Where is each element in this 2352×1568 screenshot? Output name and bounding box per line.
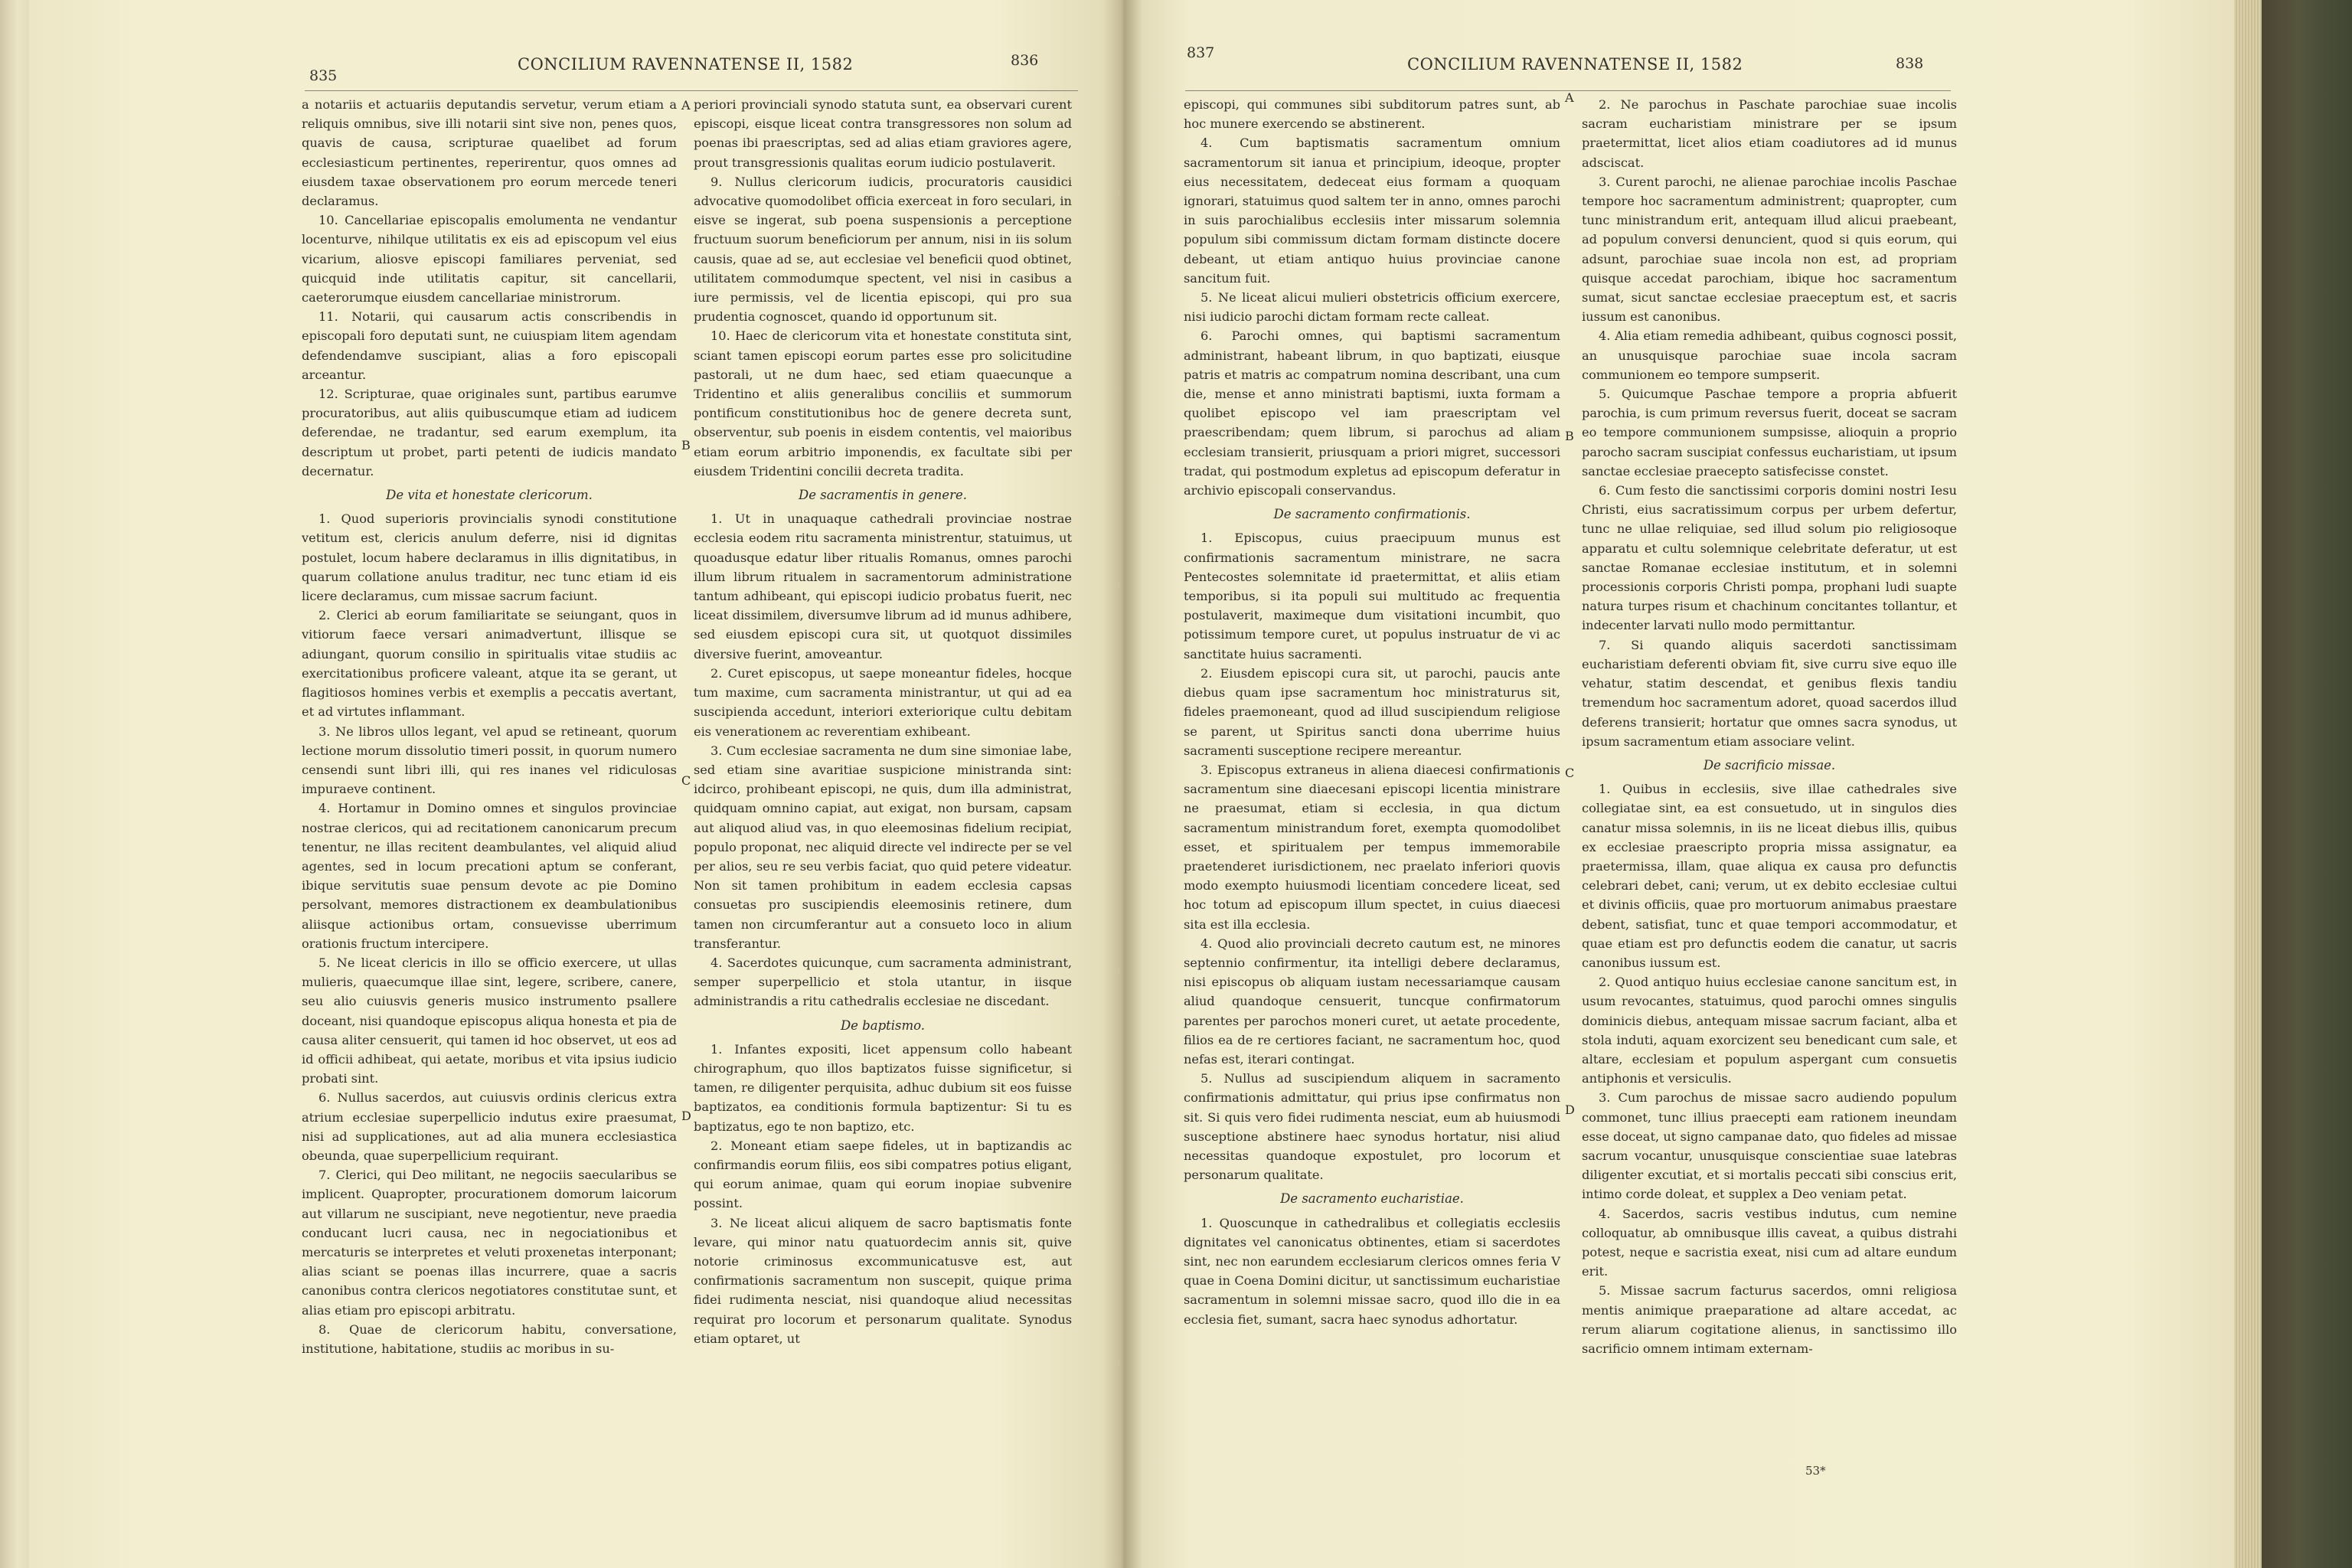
- left-page: [29, 0, 1124, 1568]
- paragraph: 1. Quoscunque in cathedralibus et collegiatis ecclesiis dignitates vel canonicatus obtinentes, etiam si sacerdotes sint, nec non earundem ecclesiarum clericos omnes feria V quae in Coena Domini dicitur, ut sanctissimum eucharistiae sacramentum in solemni missae sacro, quod illo die in ea ecclesia fiet, sumant, sacra haec synodus adhortatur.: [1184, 1215, 1560, 1327]
- paragraph: 3. Ne liceat alicui aliquem de sacro baptismatis fonte levare, qui minor natu quatuordecim annis sit, quive notorie criminosus excommunicatusve est, aut confirmationis sacramentum non suscepit, quique prima fidei rudimenta nesciat, nisi quandoque aliud necessitas requirat pro locorum et personarum qualitate. Synodus etiam optaret, ut: [694, 1215, 1072, 1346]
- paragraph: 2. Ne parochus in Paschate parochiae suae incolis sacram eucharistiam ministrare per se ipsum praetermittat, licet alios etiam coadiutores ad id munus adsciscat.: [1582, 97, 1957, 170]
- book-fore-edge-left: [0, 0, 29, 1568]
- section-heading: De sacramentis in genere.: [799, 488, 967, 503]
- paragraph: 5. Ne liceat alicui mulieri obstetricis officium exercere, nisi iudicio parochi dictam formam recte calleat.: [1184, 290, 1560, 325]
- page-number-837: 837: [1187, 44, 1215, 61]
- paragraph: 3. Cum parochus de missae sacro audiendo populum commonet, tunc illius praecepti eam rationem ineundam esse doceat, ut signo campanae dato, quo fideles ad missae sacrum vocantur, unusquisque conscientiae suae latebras diligenter excutiat, et si mortalis peccati sibi conscius erit, intimo corde doleat, et supplex a Deo veniam petat.: [1582, 1090, 1957, 1202]
- section-marker-a-right: A: [1565, 90, 1574, 105]
- paragraph: 1. Infantes expositi, licet appensum collo habeant chirographum, quo illos baptizatos fuisse significetur, si tamen, re diligenter perquisita, adhuc dubium sit eos fuisse baptizatos, ea conditionis formula baptizentur: Si tu es baptizatus, ego te non baptizo, etc.: [694, 1041, 1072, 1134]
- paragraph: 5. Quicumque Paschae tempore a propria abfuerit parochia, is cum primum reversus fuerit, doceat se sacram eo tempore communionem sumpsisse, alioquin a proprio parocho sacram suscipiat confessus eucharistiam, ut ipsum sanctae ecclesiae praecepto satisfecisse constet.: [1582, 387, 1957, 479]
- paragraph: 4. Alia etiam remedia adhibeant, quibus cognosci possit, an unusquisque parochiae suae incola sacram communionem eo tempore sumpserit.: [1582, 328, 1957, 382]
- paragraph: 1. Quod superioris provincialis synodi constitutione vetitum est, clericis anulum deferre, nisi id dignitas postulet, locum habere declaramus in illis dignitatibus, in quarum collatione anulus traditur, nec tunc etiam id eis licere declaramus, cum missae sacrum faciunt.: [302, 511, 677, 604]
- paragraph: 4. Sacerdos, sacris vestibus indutus, cum nemine colloquatur, ab omnibusque illis caveat, a quibus distrahi potest, neque e sacristia exeat, nisi cum ad altare eundum erit.: [1582, 1206, 1957, 1279]
- section-marker-a: A: [681, 98, 691, 113]
- section-marker-c: C: [681, 773, 691, 788]
- paragraph: a notariis et actuariis deputandis servetur, verum etiam a reliquis omnibus, sive illi notarii sint sive non, penes quos, quavis de causa, scripturae quaelibet ad forum ecclesiasticum pertinentes, reperirentur, quos omnes ad eiusdem taxae observationem pro eorum mercede teneri declaramus.: [302, 97, 677, 209]
- paragraph: 2. Quod antiquo huius ecclesiae canone sancitum est, in usum revocantes, statuimus, quod parochi omnes singulis dominicis diebus, antequam missae sacrum faciant, alba et stola induti, aquam exorcizent seu benedicant cum sale, et altare, ecclesiam et populum aspergant cum consuetis antiphonis et versiculis.: [1582, 975, 1957, 1086]
- right-page-column-2: [1582, 95, 1957, 1358]
- paragraph: 2. Curet episcopus, ut saepe moneantur fideles, hocque tum maxime, cum sacramenta ministrantur, ut qui ad ea suscipienda accedunt, interiori exteriorique cultu debitam eis venerationem ac reverentiam exhibeant.: [694, 665, 1072, 739]
- paragraph: 1. Quibus in ecclesiis, sive illae cathedrales sive collegiatae sint, ea est consuetudo, ut in singulos dies canatur missa solemnis, in iis ne liceat diebus illis, quibus ex ecclesiae praescripto propria missa assignatur, ea praetermissa, illam, quae aliqua ex causa pro defunctis celebrari debet, cani; verum, ut ex debito ecclesiae cultui et divinis officiis, quae pro mortuorum animabus praestare debent, satisfiat, tunc et quae tempori accommodatur, et quae etiam est pro defunctis eodem die canatur, ut sacris canonibus iussum est.: [1582, 782, 1957, 970]
- paragraph: 6. Parochi omnes, qui baptismi sacramentum administrant, habeant librum, in quo baptizati, eiusque patris et matris ac compatrum nomina describant, una cum die, mense et anno ministrati baptismi, iuxta formam a quolibet episcopo vel iam praescriptam vel praescribendam; quem librum, si parochus ad aliam ecclesiam transierit, priusquam a priori migret, successori tradat, qui postmodum expletus ad episcopum deferatur in archivio episcopali conservandus.: [1184, 328, 1560, 498]
- section-marker-c-right: C: [1565, 766, 1575, 780]
- paragraph: 3. Episcopus extraneus in aliena diaecesi confirmationis sacramentum sine diaecesani episcopi licentia ministrare ne praesumat, etiam si ecclesia, in qua dictum sacramentum ministrandum foret, exempta quomodolibet esset, et spiritualem per tempus immemorabile praetenderet iurisdictionem, nec praelato inferiori quovis modo exempto huiusmodi licentiam concedere liceat, sed hoc totum ad episcopum illum spectet, in cuius diaecesi sita est illa ecclesia.: [1184, 762, 1560, 932]
- page-number-838: 838: [1896, 55, 1924, 72]
- paragraph: 10. Haec de clericorum vita et honestate constituta sint, sciant tamen episcopi eorum partes esse pro solicitudine pastorali, ut ne dum haec, sed etiam quaecunque a Tridentino et aliis generalibus conciliis et summorum pontificum constitutionibus hoc de genere decreta sunt, observentur, sub poenis in eisdem contentis, vel maioribus etiam eorum arbitrio imponendis, ex facultate sibi per eiusdem Tridentini concilii decreta tradita.: [694, 328, 1072, 479]
- paragraph: 1. Ut in unaquaque cathedrali provinciae nostrae ecclesia eodem ritu sacramenta ministrentur, statuimus, ut quoadusque edatur liber ritualis Romanus, omnes parochi illum librum ritualem in sacramentorum administratione tantum adhibeant, qui episcopi iudicio probatus fuerit, nec liceat dissimilem, diversumve librum ad id munus adhibere, sed eiusdem episcopi cura sit, ut quotquot dissimiles diversive fuerint, amoveantur.: [694, 511, 1072, 662]
- section-heading: De sacramento confirmationis.: [1273, 507, 1471, 522]
- signature-mark: 53*: [1805, 1464, 1826, 1478]
- paragraph: episcopi, qui communes sibi subditorum patres sunt, ab hoc munere exercendo se abstinerent.: [1184, 97, 1560, 132]
- paragraph: 4. Quod alio provinciali decreto cautum est, ne minores septennio confirmentur, ita intelligi debere declaramus, nisi episcopus ob aliquam iustam necessariamque causam aliud quandoque censuerit, tuncque confirmatorum parentes per parochos moneri curet, ut aetate procedente, filios ea de re certiores faciant, ne sacramentum hoc, quod nefas est, iterari contingat.: [1184, 936, 1560, 1067]
- paragraph: 3. Cum ecclesiae sacramenta ne dum sine simoniae labe, sed etiam sine avaritiae suspicione ministranda sint: idcirco, prohibeant episcopi, ne quis, dum illa administrat, quidquam omnino capiat, aut exigat, non bursam, capsam aut aliquod aliud vas, in quo eleemosinas fidelium recipiat, populo proponat, nec aliquid directe vel indirecte per se vel per alios, seu re seu verbis faciat, quo quid petere videatur. Non sit tamen prohibitum in eadem ecclesia capsas consuetas pro suscipiendis eleemosinis retinere, dum tamen non circumferantur aut a consueto loco in alium transferantur.: [694, 743, 1072, 951]
- running-head-right: CONCILIUM RAVENNATENSE II, 1582: [1407, 55, 1743, 74]
- right-page: [1124, 0, 2234, 1568]
- paragraph: 2. Clerici ab eorum familiaritate se seiungant, quos in vitiorum faece versari animadvertunt, illisque se adiungant, quorum consilio in spiritualis vitae studiis ac exercitationibus proficere valeant, atque ita se gerant, ut flagitiosos homines verbis et exemplis a peccatis avertant, et ad virtutes inflammant.: [302, 608, 677, 720]
- paragraph: 4. Sacerdotes quicunque, cum sacramenta administrant, semper superpellicio et stola utantur, in iisque administrandis a ritu cathedralis ecclesiae ne discedant.: [694, 955, 1072, 1009]
- paragraph: 9. Nullus clericorum iudicis, procuratoris causidici advocative quomodolibet officia exerceat in foro seculari, in eisve se ingerat, sub poena suspensionis a perceptione fructuum suorum beneficiorum per annum, nisi in iis solum causis, quae ad se, aut ecclesiae vel beneficii quod obtinet, utilitatem commodumque spectent, vel nisi in casibus a iure permissis, vel de licentia episcopi, qui pro sua prudentia cognoscet, quando id opportunum sit.: [694, 174, 1072, 325]
- page-number-835: 835: [309, 67, 338, 84]
- section-heading: De sacrificio missae.: [1703, 757, 1836, 773]
- book-cover-edge: [2262, 0, 2352, 1568]
- paragraph: 3. Curent parochi, ne alienae parochiae incolis Paschae tempore hoc sacramentum administrent; quapropter, cum tunc ministrandum erit, antequam illud alicui praebeant, ad populum conversi denuncient, quod si quis eorum, qui adsunt, parochiae suae incola non est, ad propriam quisque accedat parochiam, ibique hoc sacramentum sumat, sicut sanctae ecclesiae praeceptum est, et sacris iussum est canonibus.: [1582, 174, 1957, 325]
- paragraph: 7. Si quando aliquis sacerdoti sanctissimam eucharistiam deferenti obviam fit, sive curru sive equo ille vehatur, statim descendat, et genibus flexis tandiu tremendum hoc sacramentum adoret, quoad sacerdos illud deferens transierit; hortatur que omnes sacra synodus, ut ipsum sacramentum etiam associare velint.: [1582, 637, 1957, 749]
- left-page-column-1: [302, 95, 677, 1358]
- page-number-836: 836: [1011, 52, 1039, 69]
- paragraph: 2. Eiusdem episcopi cura sit, ut parochi, paucis ante diebus quam ipse sacramentum hoc ministraturus sit, fideles praemoneant, quod ad illud suscipiendum religiose se parent, ut Spiritus sancti dona uberrime huius sacramenti susceptione recipere mereantur.: [1184, 665, 1560, 758]
- section-heading: De sacramento eucharistiae.: [1280, 1191, 1464, 1207]
- left-page-column-2: [694, 95, 1072, 1348]
- section-marker-d: D: [681, 1109, 691, 1123]
- book-spine-gutter: [1102, 0, 1142, 1568]
- paragraph: 5. Ne liceat clericis in illo se officio exercere, ut ullas mulieris, quaecumque illae sint, legere, scribere, canere, seu alio cuiusvis generis musico instrumento psallere doceant, nisi quandoque episcopus aliqua honesta et pia de causa aliter censuerit, qui tamen id hoc observet, ut eos ad id officii adhibeat, qui aetate, moribus et vita ipsius iudicio probati sint.: [302, 955, 677, 1086]
- paragraph: 4. Cum baptismatis sacramentum omnium sacramentorum sit ianua et principium, ideoque, propter eius necessitatem, dedeceat eius formam a quoquam ignorari, statuimus quod saltem ter in anno, omnes parochi in suis parochialibus ecclesiis inter missarum solemnia populum sibi commissum dictam formam distincte docere debeant, ut etiam antiquo huius provinciae canone sancitum fuit.: [1184, 136, 1560, 286]
- header-rule-left: [305, 90, 1078, 91]
- running-head-left: CONCILIUM RAVENNATENSE II, 1582: [518, 55, 854, 74]
- section-heading: De baptismo.: [840, 1018, 926, 1033]
- paragraph: 11. Notarii, qui causarum actis conscribendis in episcopali foro deputati sunt, ne cuiuspiam litem agendam defendendamve suscipiant, alias a foro episcopali arceantur.: [302, 309, 677, 382]
- section-marker-b: B: [681, 438, 691, 452]
- paragraph: 2. Moneant etiam saepe fideles, ut in baptizandis ac confirmandis eorum filiis, eos sibi compatres potius eligant, qui eorum animae, quam qui eorum inopiae subvenire possint.: [694, 1138, 1072, 1211]
- paragraph: 6. Nullus sacerdos, aut cuiusvis ordinis clericus extra atrium ecclesiae superpellicio indutus exire praesumat, nisi ad supplicationes, aut ad alia munera ecclesiastica obeunda, quae superpellicium requirant.: [302, 1090, 677, 1163]
- paragraph: 3. Ne libros ullos legant, vel apud se retineant, quorum lectione morum dissolutio timeri possit, in quorum numero censendi sunt libri illi, qui res inanes vel ridiculosas impuraeve continent.: [302, 724, 677, 797]
- paragraph: 10. Cancellariae episcopalis emolumenta ne vendantur locenturve, nihilque utilitatis ex eis ad episcopum vel eius vicarium, aliosve episcopi familiares perveniat, sed quicquid inde utilitatis capitur, sit cancellarii, caeterorumque eiusdem cancellariae ministrorum.: [302, 213, 677, 305]
- paragraph: 12. Scripturae, quae originales sunt, partibus earumve procuratoribus, aut aliis quibuscumque etiam ad iudicem deferendae, ne tradantur, sed earum exemplum, ita descriptum ut probet, parti petenti de iudicis mandato decernatur.: [302, 387, 677, 479]
- book-fore-edge-right: [2234, 0, 2262, 1568]
- paragraph: 8. Quae de clericorum habitu, conversatione, institutione, habitatione, studiis ac moribus in su-: [302, 1321, 677, 1356]
- paragraph: 1. Episcopus, cuius praecipuum munus est confirmationis sacramentum ministrare, ne sacra Pentecostes solemnitate id praetermittat, et aliis etiam temporibus, si ita populi sui multitudo ac frequentia postulaverit, maximeque dum visitationi incumbit, quo potissimum tempore curet, ut populus instruatur de vi ac sanctitate huius sacramenti.: [1184, 531, 1560, 662]
- section-marker-b-right: B: [1565, 429, 1574, 443]
- section-marker-d-right: D: [1565, 1102, 1575, 1117]
- paragraph: 4. Hortamur in Domino omnes et singulos provinciae nostrae clericos, qui ad recitationem canonicarum precum tenentur, ne illas recitent deambulantes, vel aliquid aliud agentes, sed in locum precationi aptum se conferant, ibique servitutis suae pensum devote ac pie Domino persolvant, memores distractionem ex deambulationibus aliisque actionibus ortam, consuevisse uberrimum orationis fructum intercipere.: [302, 801, 677, 951]
- paragraph: 5. Missae sacrum facturus sacerdos, omni religiosa mentis animique praeparatione ad altare accedat, ac rerum aliarum cogitatione alienus, in sanctissimo illo sacrificio omnem intimam externam-: [1582, 1283, 1957, 1356]
- paragraph: periori provinciali synodo statuta sunt, ea observari curent episcopi, eisque liceat contra transgressores non solum ad poenas ibi praescriptas, sed ad alias etiam graviores agere, prout transgressionis qualitas eorum iudicio postulaverit.: [694, 97, 1072, 170]
- section-heading: De vita et honestate clericorum.: [386, 488, 593, 503]
- paragraph: 7. Clerici, qui Deo militant, ne negociis saecularibus se implicent. Quapropter, procurationem domorum laicorum aut villarum ne suscipiant, neve negotientur, neve praedia conducant lucri causa, nec in negociationibus et mercaturis se interpretes et veluti proxenetas interponant; alias sciant se poenas illas incurrere, quae a sacris canonibus contra clericos negotiatores constitutae sunt, et alias etiam pro episcopi arbitratu.: [302, 1168, 677, 1318]
- right-page-column-1: [1184, 95, 1560, 1329]
- paragraph: 6. Cum festo die sanctissimi corporis domini nostri Iesu Christi, eius sacratissimum corpus per urbem defertur, tunc ne ullae reliquiae, sed illud solum pio religiosoque apparatu et cultu solemnique celebritate deferatur, ut est sanctae Romanae ecclesiae institutum, et in solemni processionis corporis Christi pompa, prophani ludi suapte natura turpes risum et chachinum concitantes tollantur, et indecenter larvati nullo modo permittantur.: [1582, 483, 1957, 633]
- paragraph: 5. Nullus ad suscipiendum aliquem in sacramento confirmationis admittatur, qui prius ipse confirmatus non sit. Si quis vero fidei rudimenta nesciat, eum ab huiusmodi susceptione abstinere haec synodus hortatur, nisi aliud necessitas quandoque expostulet, pro locorum et personarum qualitate.: [1184, 1071, 1560, 1183]
